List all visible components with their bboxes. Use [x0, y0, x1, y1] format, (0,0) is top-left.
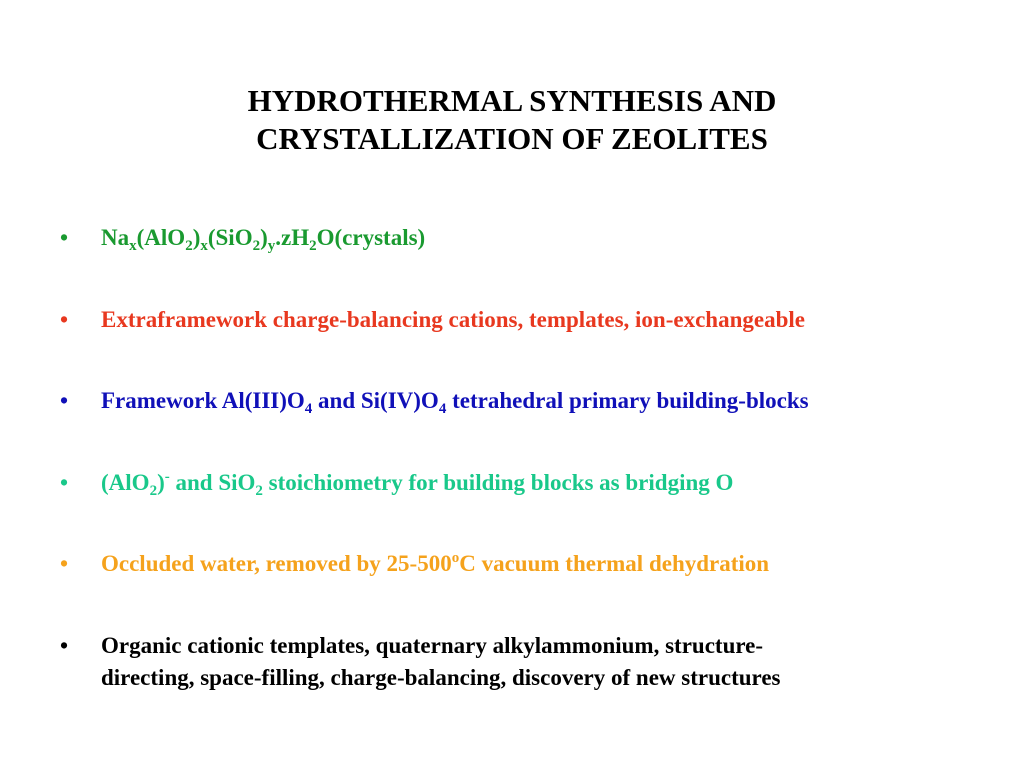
- bullet-text: [101, 630, 981, 694]
- bullet-marker: •: [60, 633, 69, 658]
- title-line-1: HYDROTHERMAL SYNTHESIS AND: [247, 83, 777, 118]
- bullet-text: $Na_x(AlO_2)_x(SiO_2)_y.zH_2O(crystals)$: [101, 225, 426, 254]
- slide-title: [0, 82, 1024, 158]
- bullet-marker: •: [60, 388, 69, 413]
- bullet-marker: •: [60, 551, 69, 576]
- bullet-text-line-1: Organic cationic templates, quaternary alkylammonium, structure-: [101, 633, 764, 658]
- bullet-text: Framework $Al(III)O_4$ and $Si(IV)O_4$ tetrahedral primary building-blocks: [101, 388, 809, 417]
- title-line-2: CRYSTALLIZATION OF ZEOLITES: [256, 121, 768, 156]
- bullet-text-line-2: directing, space-filling, charge-balancing, discovery of new structures: [101, 665, 781, 690]
- bullet-marker: •: [60, 225, 69, 250]
- bullet-marker: •: [60, 307, 69, 332]
- bullet-text: Extraframework charge-balancing cations, templates, ion-exchangeable: [101, 307, 805, 332]
- bullet-text: Occluded water, removed by 25-500$^o$C vacuum thermal dehydration: [101, 550, 770, 576]
- bullet-marker: •: [60, 470, 69, 495]
- bullet-text: (AlO$_2$)- and SiO$_2$ stoichiometry for building blocks as bridging O: [101, 469, 734, 499]
